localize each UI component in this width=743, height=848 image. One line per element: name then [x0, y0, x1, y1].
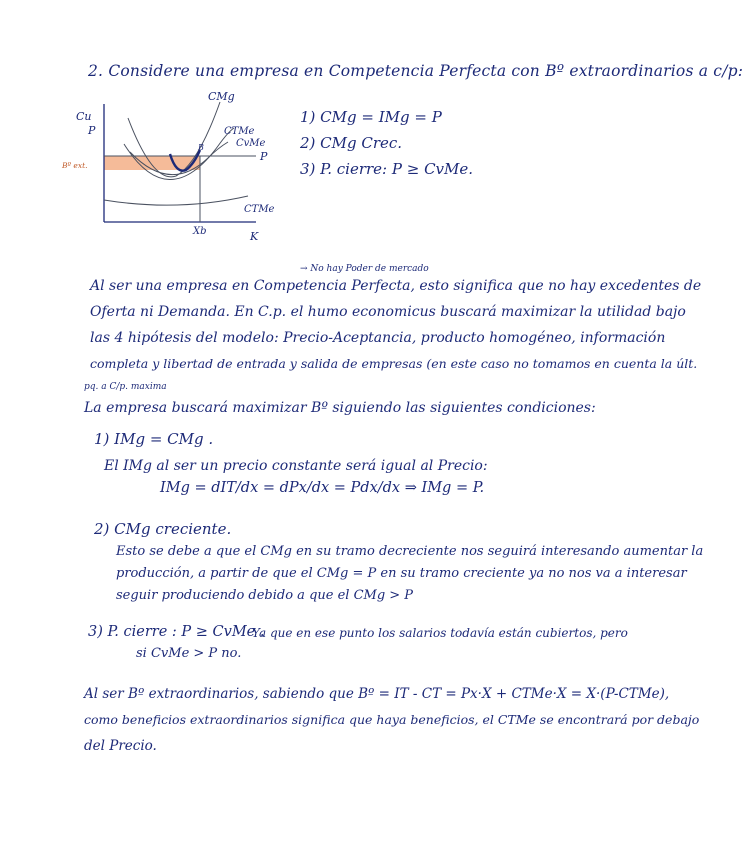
k-label: K: [250, 230, 259, 243]
cmg-label: CMg: [208, 90, 235, 103]
ctme-label-upper: CTMe: [224, 126, 255, 137]
cond3-text-2: si CvMe > P no.: [136, 646, 242, 661]
cvme-label: CvMe: [236, 138, 266, 149]
cond3-text: Ya que en ese punto los salarios todavía están cubiertos, pero: [252, 626, 628, 640]
condition-3: 3) P. cierre: P ≥ CvMe.: [300, 160, 474, 178]
y-label-p: P: [88, 124, 96, 137]
cond2-line-3: seguir produciendo debido a que el CMg > P: [116, 588, 414, 603]
cost-curves-graph: [58, 84, 288, 244]
ctme-lower-curve: [104, 196, 248, 205]
b-label: B: [198, 143, 204, 152]
final-line-1: Al ser Bº extraordinarios, sabiendo que Bº = IT - CT = Px·X + CTMe·X = X·(P-CTMe),: [84, 686, 670, 702]
conditions-list: [300, 104, 473, 182]
paragraph-line-4: completa y libertad de entrada y salida de empresas (en este caso no tomamos en cuenta la últ.: [90, 356, 698, 371]
cond1-formula: IMg = dIT/dx = dPx/dx = Pdx/dx ⇒ IMg = P.: [160, 480, 485, 496]
p-label: P: [260, 150, 268, 163]
paragraph-line-1: Al ser una empresa en Competencia Perfecta, esto significa que no hay excedentes de: [90, 278, 702, 294]
final-line-2: como beneficios extraordinarios significa que haya beneficios, el CTMe se encontrará por debajo: [84, 712, 700, 727]
y-label-cu: Cu: [76, 110, 92, 123]
conditions-intro: La empresa buscará maximizar Bº siguiendo las siguientes condiciones:: [84, 400, 596, 416]
pg-note: pq. a C/p. maxima: [84, 382, 167, 392]
cond2-line-1: Esto se debe a que el CMg en su tramo decreciente nos seguirá interesando aumentar la: [116, 544, 704, 559]
condition-2: 2) CMg Crec.: [300, 134, 403, 152]
paragraph-line-2: Oferta ni Demanda. En C.p. el humo economicus buscará maximizar la utilidad bajo: [90, 304, 686, 320]
exercise-title: 2. Considere una empresa en Competencia Perfecta con Bº extraordinarios a c/p:: [88, 62, 743, 80]
cond2-line-2: producción, a partir de que el CMg = P en su tramo creciente ya no nos va a interesar: [116, 566, 687, 581]
cond1-text: El IMg al ser un precio constante será igual al Precio:: [104, 458, 488, 474]
final-line-3: del Precio.: [84, 738, 157, 754]
cond2-heading: 2) CMg creciente.: [94, 520, 232, 538]
profit-label: Bº ext.: [62, 161, 88, 170]
ctme-label-lower: CTMe: [244, 204, 275, 215]
xb-label: Xb: [193, 226, 207, 237]
cond3-heading: 3) P. cierre : P ≥ CvMe .: [88, 624, 265, 640]
ctme-curve: [124, 128, 234, 180]
condition-1: 1) CMg = IMg = P: [300, 108, 442, 126]
annotation-no-power: → No hay Poder de mercado: [300, 264, 429, 274]
cond1-heading: 1) IMg = CMg .: [94, 430, 214, 448]
paragraph-line-3: las 4 hipótesis del modelo: Precio-Aceptancia, producto homogéneo, información: [90, 330, 666, 346]
